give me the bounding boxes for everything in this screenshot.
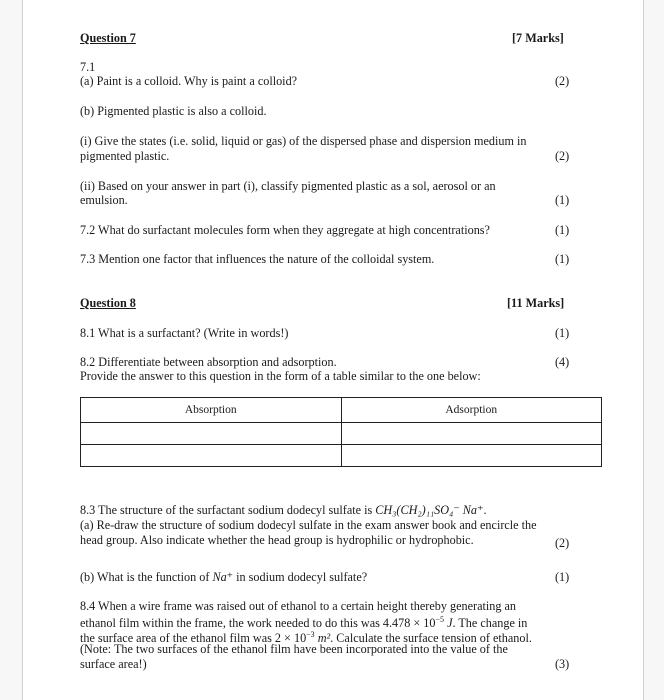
question-8-1-text: 8.1 What is a surfactant? (Write in words!) [80, 326, 289, 340]
question-7-3-marks: (1) [555, 252, 570, 266]
section-7-1-number: 7.1 [80, 60, 96, 74]
question-7-1b-i-line2: pigmented plastic. [80, 149, 170, 163]
q84-line2-exponent: −5 [435, 615, 445, 624]
question-8-3b-text [80, 570, 367, 584]
question-8-3-intro-text: 8.3 The structure of the surfactant sodium dodecyl sulfate is [80, 503, 376, 517]
table-header-adsorption: Adsorption [341, 398, 602, 423]
q84-line2-pre: ethanol film within the frame, the work needed to do this was 4.478 × 10 [80, 616, 436, 631]
question-8-3-intro: 8.3 The structure of the surfactant sodium dodecyl sulfate is CH₃(CH₂)₁₁SO₄⁻ Na⁺. [80, 503, 487, 517]
table-header-absorption: Absorption [81, 398, 342, 423]
question-8-2-line2: Provide the answer to this question in the form of a table similar to the one below: [80, 369, 481, 383]
table-cell [81, 423, 342, 445]
question-8-2-marks: (4) [555, 355, 570, 369]
table-cell [81, 445, 342, 467]
sds-formula: CH₃(CH₂)₁₁SO₄⁻ Na⁺ [375, 503, 484, 517]
question-7-3-text: 7.3 Mention one factor that influences the nature of the colloidal system. [80, 252, 435, 266]
question-7-1b-ii-line1: (ii) Based on your answer in part (i), classify pigmented plastic as a sol, aerosol or an [80, 179, 496, 193]
q84-line3-unit: m² [314, 631, 331, 646]
question-8-4-marks: (3) [555, 657, 570, 671]
question-7-1b-text: (b) Pigmented plastic is also a colloid. [80, 104, 267, 118]
question-7-1b-i-marks: (2) [555, 149, 570, 163]
table-cell [341, 445, 602, 467]
question-8-title: Question 8 [80, 296, 136, 310]
question-8-1-marks: (1) [555, 326, 570, 340]
q84-line3-pre: the surface area of the ethanol film was 2 × 10 [80, 631, 307, 646]
question-7-1a-text: (a) Paint is a colloid. Why is paint a colloid? [80, 74, 298, 88]
question-7-1b-ii-marks: (1) [555, 193, 570, 207]
q84-line3-post: . Calculate the surface tension of ethanol. [330, 631, 532, 646]
question-7-1a-marks: (2) [555, 74, 570, 88]
question-7-1b-ii-line2: emulsion. [80, 193, 128, 207]
question-8-3a-line1: (a) Re-draw the structure of sodium dodecyl sulfate in the exam answer book and encircle the [80, 518, 537, 532]
table-row [81, 445, 602, 467]
question-7-title: Question 7 [80, 31, 136, 45]
question-7-1b-i-line1: (i) Give the states (i.e. solid, liquid or gas) of the dispersed phase and dispersion medium in [80, 134, 527, 148]
question-8-4-line1: 8.4 When a wire frame was raised out of ethanol to a certain height thereby generating an [80, 599, 516, 613]
question-7-marks: [7 Marks] [512, 31, 564, 45]
question-8-marks: [11 Marks] [507, 296, 565, 310]
q84-line2-post: . The change in [452, 616, 528, 631]
table-row [81, 423, 602, 445]
question-8-4-line5: surface area!) [80, 657, 147, 671]
sodium-ion-formula: Na⁺ [212, 570, 234, 584]
question-8-3b-post: in sodium dodecyl sulfate? [233, 570, 368, 584]
question-8-3a-marks: (2) [555, 536, 570, 550]
answer-table [80, 397, 602, 467]
question-8-3b-marks: (1) [555, 570, 570, 584]
question-8-2-line1: 8.2 Differentiate between absorption and adsorption. [80, 355, 337, 369]
question-7-2-marks: (1) [555, 223, 570, 237]
table-cell [341, 423, 602, 445]
question-8-3a-line2: head group. Also indicate whether the head group is hydrophilic or hydrophobic. [80, 533, 474, 547]
question-7-2-text: 7.2 What do surfactant molecules form when they aggregate at high concentrations? [80, 223, 490, 237]
q84-line2-unit: J [444, 616, 453, 631]
q84-line3-exponent: −3 [306, 630, 315, 639]
question-8-3b-pre: (b) What is the function of [80, 570, 213, 584]
question-8-4-line4: (Note: The two surfaces of the ethanol film have been incorporated into the value of the [80, 642, 508, 656]
